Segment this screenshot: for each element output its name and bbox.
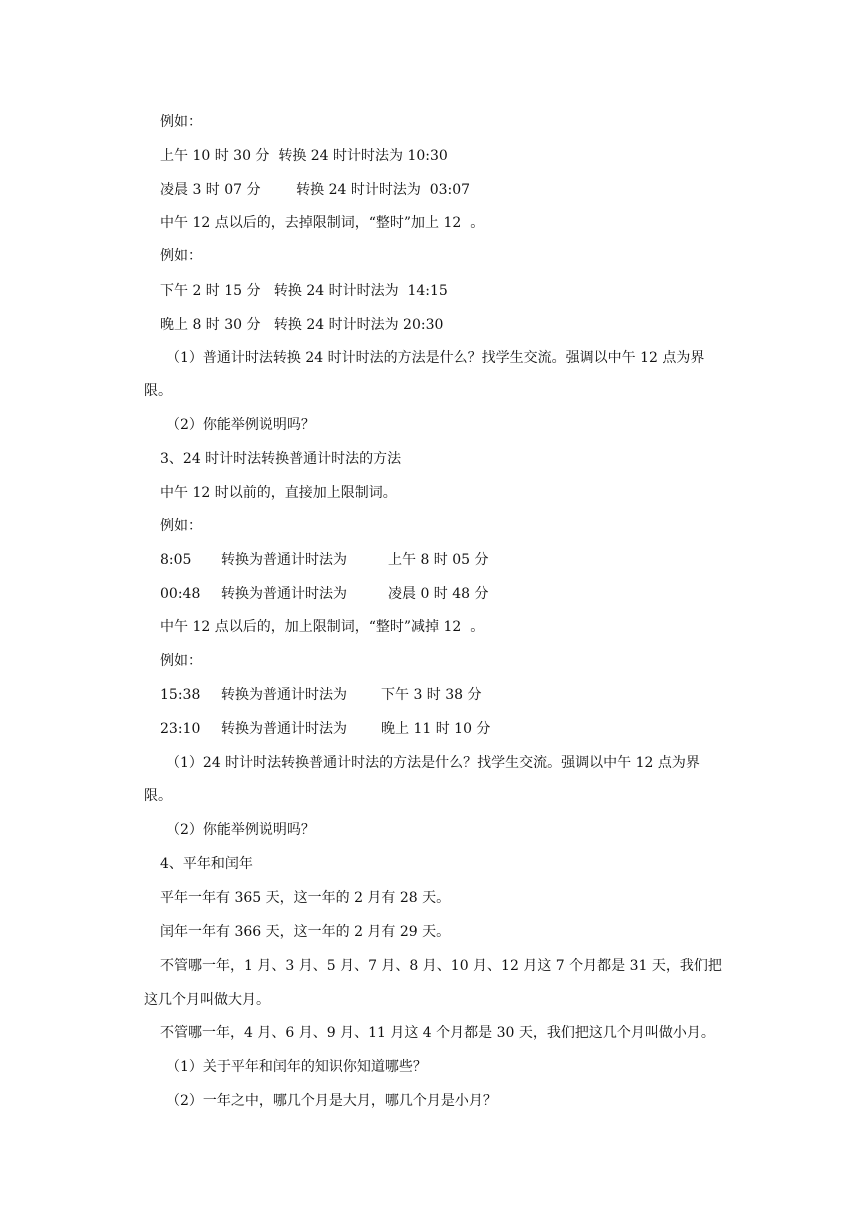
example-label: 例如： xyxy=(160,248,202,264)
conversion-row xyxy=(0,584,860,604)
conversion-action: 转换为普通计时法为 xyxy=(221,687,347,703)
fact-line: 平年一年有 365 天，这一年的 2 月有 28 天。 xyxy=(160,890,451,906)
question-line: （1）普通计时法转换 24 时计时法的方法是什么？找学生交流。强调以中午 12 点为界 xyxy=(166,350,705,366)
example-line: 上午 10 时 30 分 转换 24 时计时法为 10:30 xyxy=(160,148,448,164)
fact-line: 闰年一年有 366 天，这一年的 2 月有 29 天。 xyxy=(160,924,451,940)
question-line: （2）你能举例说明吗？ xyxy=(166,417,315,433)
rule-line: 中午 12 点以后的，加上限制词，“整时”减掉 12 。 xyxy=(160,619,485,635)
conversion-action: 转换为普通计时法为 xyxy=(221,721,347,737)
example-line: 凌晨 3 时 07 分 转换 24 时计时法为 03:07 xyxy=(160,182,471,198)
example-line: 下午 2 时 15 分 转换 24 时计时法为 14:15 xyxy=(160,283,448,299)
conversion-time: 23:10 xyxy=(160,721,201,737)
example-line: 晚上 8 时 30 分 转换 24 时计时法为 20:30 xyxy=(160,317,444,333)
fact-continuation: 这几个月叫做大月。 xyxy=(144,992,270,1008)
rule-line: 中午 12 点以后的，去掉限制词，“整时”加上 12 。 xyxy=(160,215,485,231)
question-continuation: 限。 xyxy=(144,383,172,399)
example-label: 例如： xyxy=(160,114,202,130)
conversion-result: 下午 3 时 38 分 xyxy=(381,687,482,703)
conversion-row xyxy=(0,719,860,739)
conversion-result: 凌晨 0 时 48 分 xyxy=(388,586,489,602)
section-heading: 3、24 时计时法转换普通计时法的方法 xyxy=(160,451,402,467)
fact-line: 不管哪一年，1 月、3 月、5 月、7 月、8 月、10 月、12 月这 7 个月都是 31 天，我们把 xyxy=(160,958,722,974)
question-line: （2）你能举例说明吗？ xyxy=(166,822,315,838)
conversion-time: 8:05 xyxy=(160,552,192,568)
example-label: 例如： xyxy=(160,653,202,669)
conversion-time: 00:48 xyxy=(160,586,201,602)
example-label: 例如： xyxy=(160,518,202,534)
question-line: （2）一年之中，哪几个月是大月，哪几个月是小月？ xyxy=(166,1093,497,1109)
rule-line: 中午 12 时以前的，直接加上限制词。 xyxy=(160,485,397,501)
question-line: （1）关于平年和闰年的知识你知道哪些？ xyxy=(166,1059,427,1075)
fact-line: 不管哪一年，4 月、6 月、9 月、11 月这 4 个月都是 30 天，我们把这几个月叫做小月。 xyxy=(160,1025,715,1041)
question-continuation: 限。 xyxy=(144,788,172,804)
conversion-row xyxy=(0,550,860,570)
conversion-action: 转换为普通计时法为 xyxy=(221,552,347,568)
section-heading: 4、平年和闰年 xyxy=(160,856,253,872)
conversion-action: 转换为普通计时法为 xyxy=(221,586,347,602)
conversion-result: 晚上 11 时 10 分 xyxy=(381,721,491,737)
conversion-row xyxy=(0,685,860,705)
question-line: （1）24 时计时法转换普通计时法的方法是什么？找学生交流。强调以中午 12 点为界 xyxy=(166,755,700,771)
conversion-time: 15:38 xyxy=(160,687,201,703)
conversion-result: 上午 8 时 05 分 xyxy=(388,552,489,568)
